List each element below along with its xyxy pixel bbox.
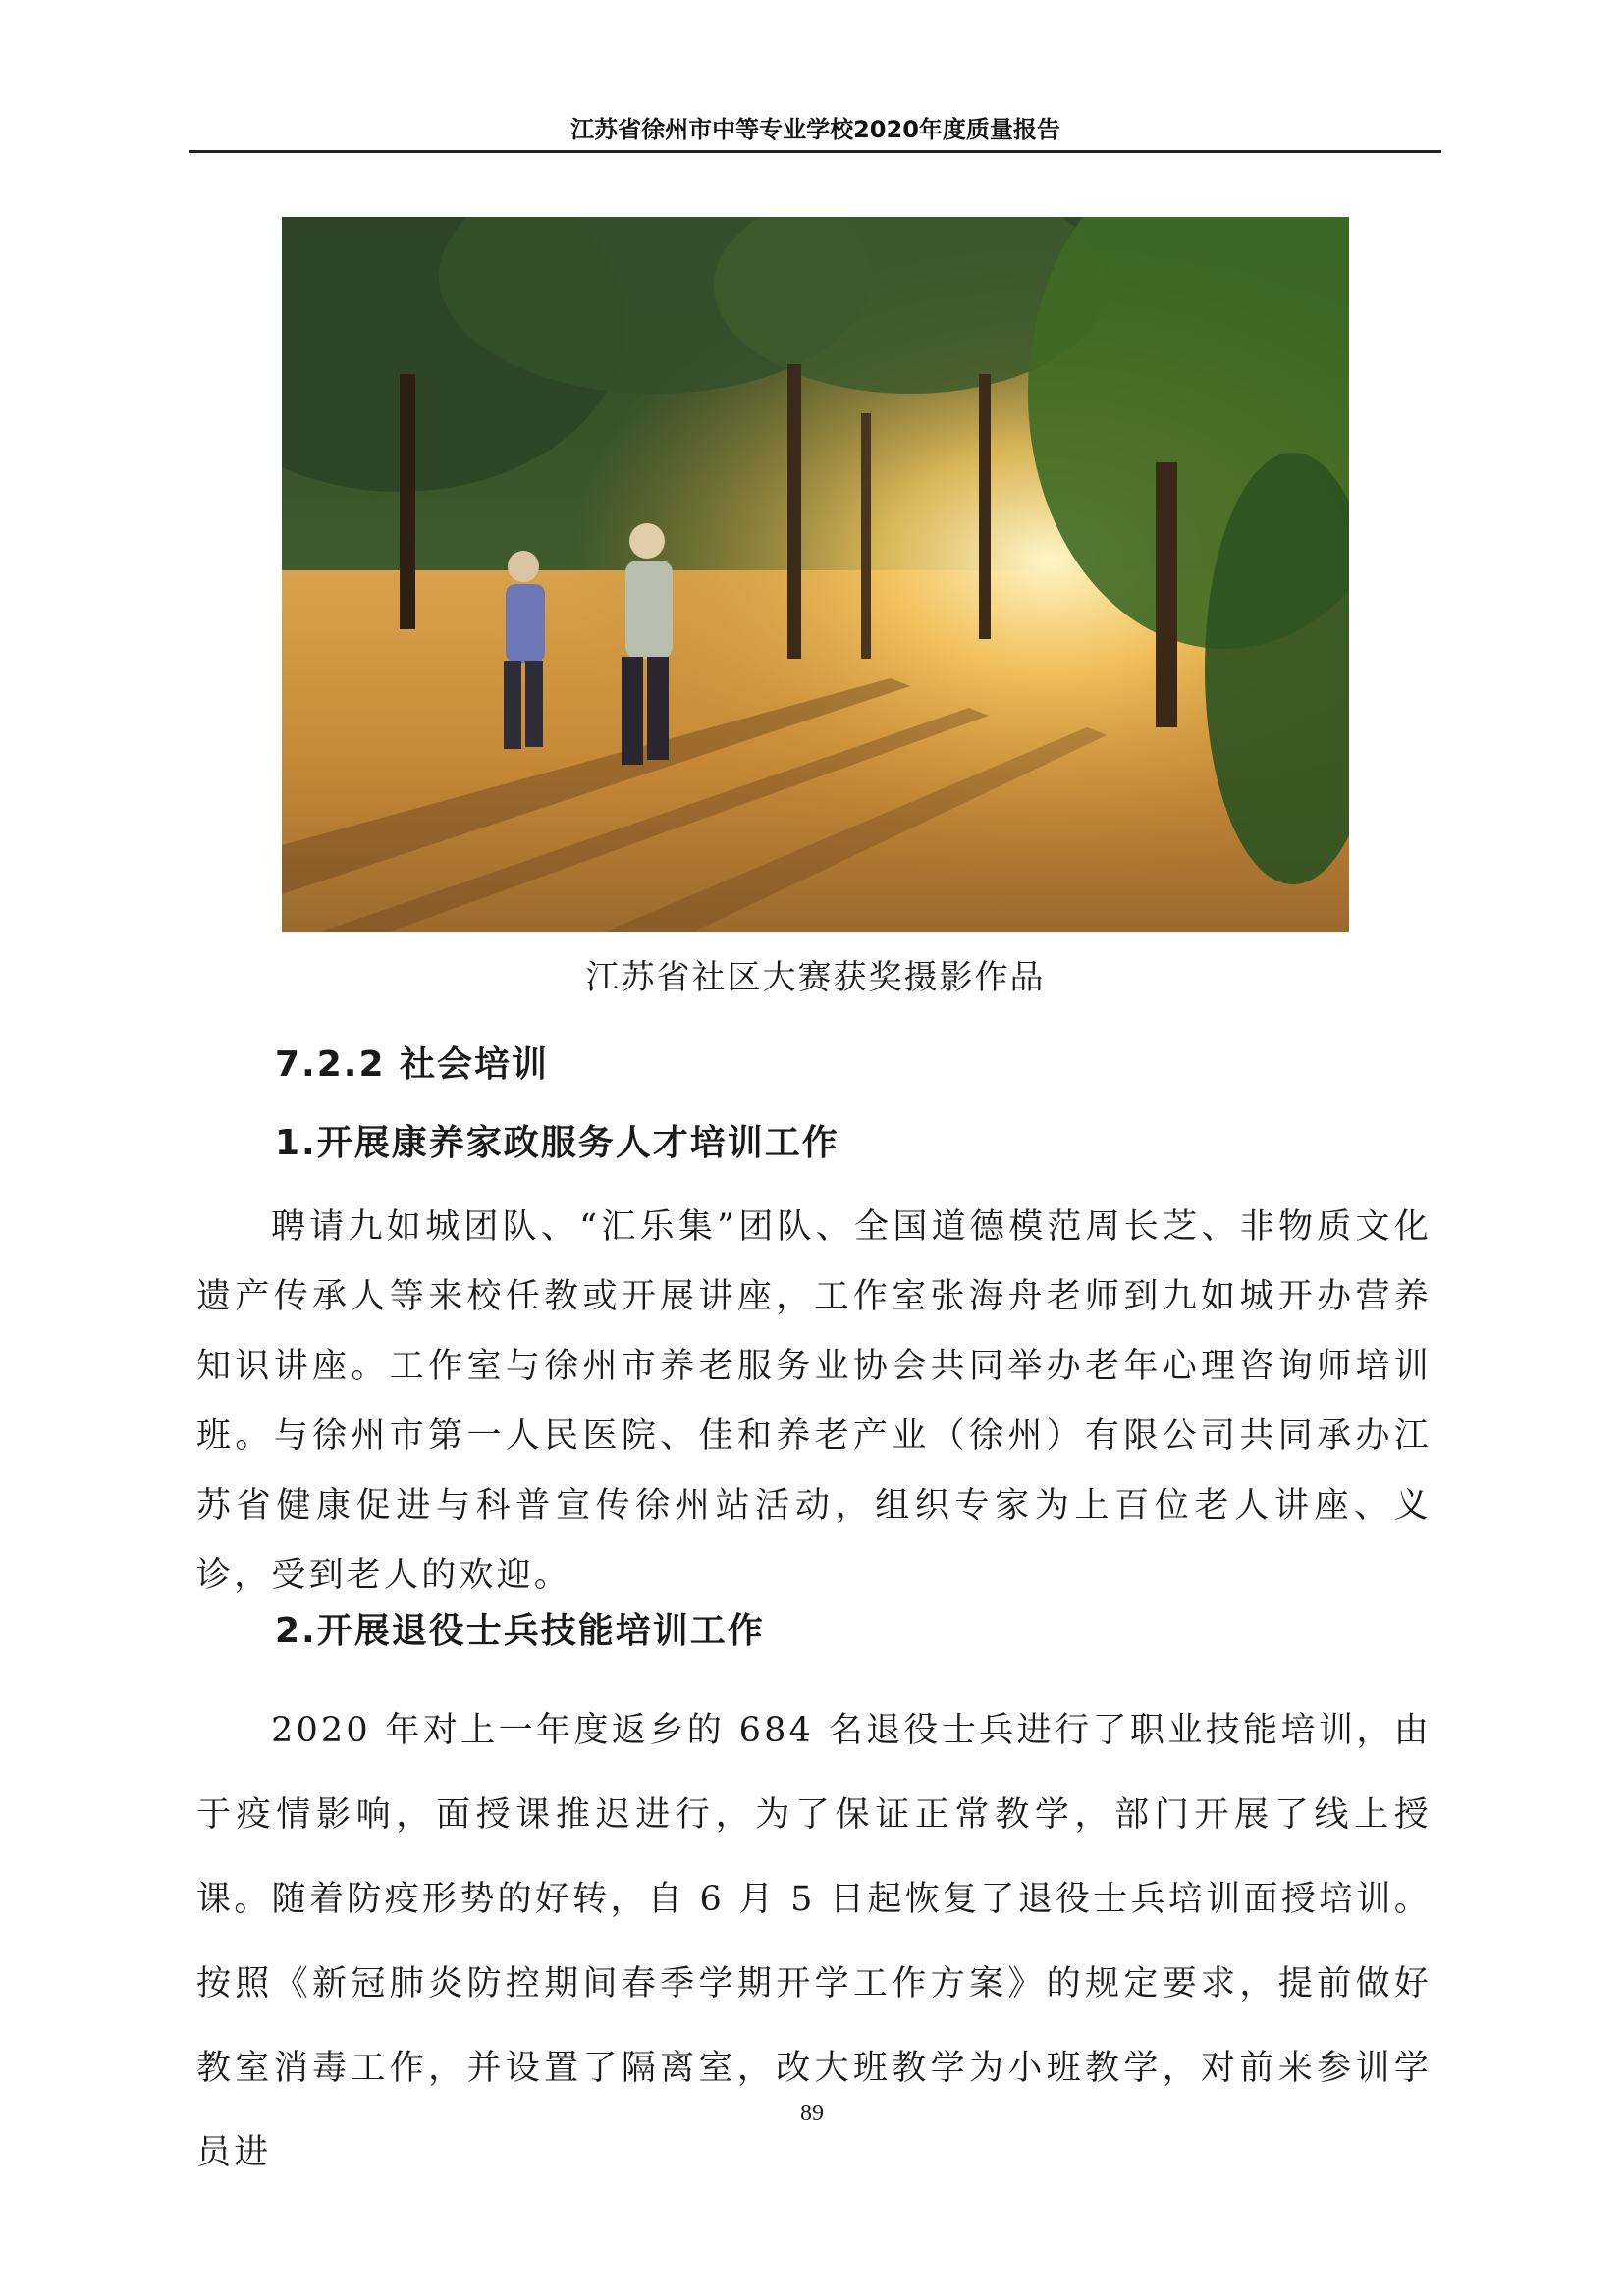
section-heading: 7.2.2 社会培训 <box>275 1044 550 1085</box>
page-number: 89 <box>800 2101 824 2126</box>
photo-tai-chi-in-park <box>282 217 1349 932</box>
figure-caption: 江苏省社区大赛获奖摄影作品 <box>585 958 1046 997</box>
paragraph-2: 2020 年对上一年度返乡的 684 名退役士兵进行了职业技能培训，由于疫情影响，面授课推迟进行，为了保证正常教学，部门开展了线上授课。随着防疫形势的好转，自 6 月 5 日起恢复了退役士兵培训面授培训。按照《新冠肺炎防控期间春季学期开学工作方案》的规定要求，提前做好教室消毒工作，并设置了隔离室，改大班教学为小班教学，对前来参训学员进 <box>196 1711 1432 2172</box>
paragraph-1: 聘请九如城团队、“汇乐集”团队、全国道德模范周长芝、非物质文化遗产传承人等来校任教或开展讲座，工作室张海舟老师到九如城开办营养知识讲座。工作室与徐州市养老服务业协会共同举办老年心理咨询师培训班。与徐州市第一人民医院、佳和养老产业（徐州）有限公司共同承办江苏省健康促进与科普宣传徐州站活动，组织专家为上百位老人讲座、义诊，受到老人的欢迎。 <box>196 1207 1432 1595</box>
subsection-heading-2: 2.开展退役士兵技能培训工作 <box>275 1611 765 1651</box>
header-rule <box>189 150 1441 153</box>
running-header: 江苏省徐州市中等专业学校2020年度质量报告 <box>570 116 1060 143</box>
subsection-heading-1: 1.开展康养家政服务人才培训工作 <box>275 1123 839 1163</box>
